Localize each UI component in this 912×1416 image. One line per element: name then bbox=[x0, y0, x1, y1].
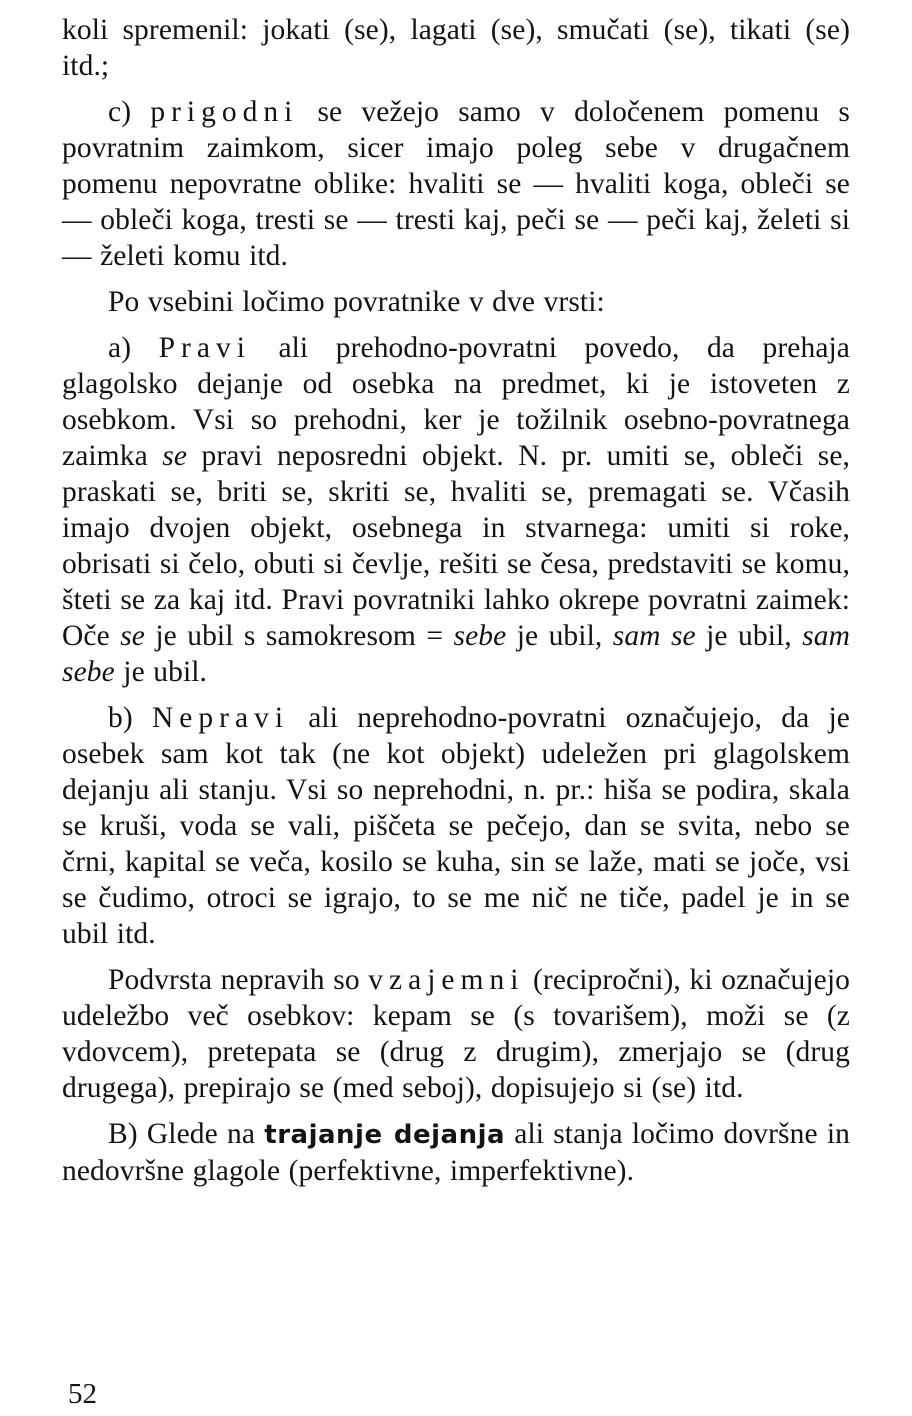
paragraph-text: ali stanja ločimo dovršne in nedovršne glagole (perfektivne, imperfektivne). bbox=[62, 1118, 851, 1187]
italic-word: se bbox=[162, 440, 188, 472]
bold-term: trajanje dejanja bbox=[264, 1120, 506, 1150]
spaced-term: prigodni bbox=[150, 96, 299, 128]
italic-word: sam sebe bbox=[62, 620, 851, 688]
paragraph-prigodni bbox=[62, 94, 850, 274]
spaced-term: vzajemni bbox=[368, 964, 525, 996]
italic-word: sam se bbox=[612, 620, 696, 652]
list-marker: a) bbox=[108, 332, 159, 364]
italic-word: sebe bbox=[453, 620, 507, 652]
paragraph-text: Po vsebini ločimo povratnike v dve vrsti: bbox=[108, 286, 605, 318]
spaced-term: Pravi bbox=[158, 332, 251, 364]
paragraph-pravi bbox=[62, 330, 850, 690]
paragraph-text: ali neprehodno-povratni označujejo, da je osebek sam kot tak (ne kot objekt) udeležen pri glagolskem dejanju ali stanju. Vsi so neprehodni, n. pr.: hiša se podira, skala se kruši, voda se vali, piščeta se pečejo, dan se svita, nebo se črni, kapital se veča, kosilo se kuha, sin se laže, mati se joče, vsi se čudimo, otroci se igrajo, to se me nič ne tiče, padel je in se ubil itd. bbox=[62, 702, 850, 950]
paragraph-text: (recipročni), ki označujejo udeležbo več osebkov: kepam se (s tovarišem), moži se (z vdovcem), pretepata se (drug z drugim), zmerjajo se (drug drugega), prepirajo se (med seboj), dopisujejo si (se) itd. bbox=[62, 964, 850, 1104]
paragraph-vzajemni bbox=[62, 962, 850, 1106]
paragraph-continuation bbox=[62, 12, 850, 84]
paragraph-text: je ubil. bbox=[114, 656, 208, 688]
page-number: 52 bbox=[68, 1378, 97, 1410]
paragraph-text: B) Glede na bbox=[108, 1118, 265, 1150]
paragraph-text: Podvrsta nepravih so bbox=[108, 964, 369, 996]
paragraph-nepravi bbox=[62, 700, 850, 952]
paragraph-vrsti bbox=[62, 284, 850, 320]
paragraph-text: ali prehodno-povratni povedo, da prehaja glagolsko dejanje od osebka na predmet, ki je istoveten z osebkom. Vsi so prehodni, ker je tožilnik osebno-povratnega zaimka bbox=[62, 332, 851, 472]
paragraph-text: se vežejo samo v določenem pomenu s povratnim zaimkom, sicer imajo poleg sebe v drugačnem pomenu nepovratne oblike: hvaliti se — hvaliti koga, obleči se — obleči koga, tresti se — tresti kaj, peči se — peči kaj, želeti si — želeti komu itd. bbox=[62, 96, 850, 272]
paragraph-text: pravi neposredni objekt. N. pr. umiti se, obleči se, praskati se, briti se, skriti se, hvaliti se, premagati se. Včasih imajo dvojen objekt, osebnega in stvarnega: umiti si roke, obrisati si čelo, obuti si čevlje, rešiti se česa, predstaviti se komu, šteti se za kaj itd. Pravi povratniki lahko okrepe povratni zaimek: Oče bbox=[62, 440, 850, 652]
paragraph-text: je ubil, bbox=[695, 620, 803, 652]
italic-word: se bbox=[120, 620, 145, 652]
list-marker: c) bbox=[108, 96, 151, 128]
paragraph-trajanje bbox=[62, 1116, 850, 1189]
paragraph-text: je ubil, bbox=[506, 620, 613, 652]
paragraph-text: koli spremenil: jokati (se), lagati (se), smučati (se), tikati (se) itd.; bbox=[62, 14, 850, 82]
paragraph-text: je ubil s samokresom = bbox=[144, 620, 454, 652]
list-marker: b) bbox=[108, 702, 152, 734]
spaced-term: Nepravi bbox=[152, 702, 290, 734]
